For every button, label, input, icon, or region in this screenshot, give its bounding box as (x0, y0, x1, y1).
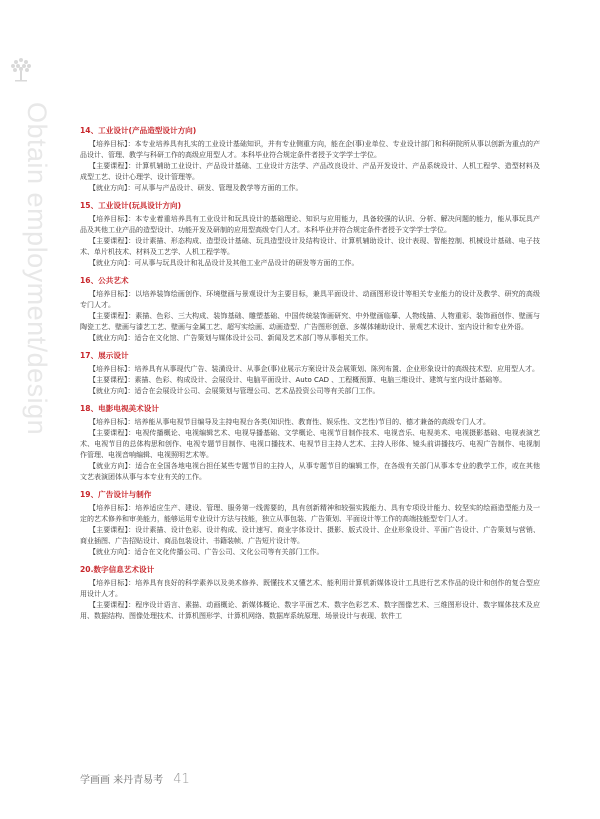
section-paragraph: 【就业方向】：适合在会展设计公司、会展策划与管理公司、艺术品投资公司等有关部门工作。 (89, 387, 380, 395)
tree-logo-icon (6, 54, 36, 84)
section-paragraph: 【主要课程】：计算机辅助工业设计、产品设计基础、工业设计方法学、产品改良设计、产品开发设计、产品系统设计、人机工程学、造型材料及成型工艺、设计心理学、设计管理等。 (80, 162, 540, 181)
footer-brand: 学画画 来丹青易考 (80, 775, 164, 786)
section-paragraph: 【就业方向】：适合在文化馆、广告策划与媒体设计公司、新闻及艺术部门等从事相关工作。 (89, 334, 373, 342)
major-section (80, 564, 540, 622)
section-paragraph: 【主要课程】：素描、色彩、三大构成、装饰基础、雕塑基础、中国传统装饰画研究、中外壁画临摹、人物线描、人物重彩、装饰画创作、壁画与陶瓷工艺、壁画与漆艺工艺、壁画与金属工艺、超写实绘画、动画造型、广告图形创意、多媒体辅助设计、景观艺术设计、室内设计和专业外语。 (80, 312, 540, 331)
watermark-text: Obtain employment/design (22, 102, 52, 436)
section-paragraph: 【主要课程】：设计素描、形态构成、造型设计基础、玩具造型设计及结构设计、计算机辅助设计、设计表现、智能控制、机械设计基础、电子技术、单片机技术、材料及工艺学、人机工程学等。 (80, 237, 540, 256)
major-section (80, 200, 540, 269)
section-paragraph: 【就业方向】：适合在全国各地电视台担任某些专题节目的主持人，从事专题节目的编辑工作，在各级有关部门从事本专业的教学工作，或在其他文艺表演团体从事与本专业有关的工作。 (80, 462, 540, 481)
major-section (80, 403, 540, 483)
section-paragraph: 【培养目标】：培养具有从事现代广告、装潢设计、从事企(事)业展示方案设计及会展策划、陈列布置、企业形象设计的高级技术型、应用型人才。 (89, 365, 539, 373)
document-body (80, 125, 540, 628)
vertical-watermark (0, 102, 52, 622)
major-section (80, 489, 540, 558)
section-paragraph: 【主要课程】：程序设计语言、素描、动画概论、新媒体概论、数字平面艺术、数字色彩艺术、数字图像艺术、三维图形设计、数字媒体技术及应用、数据结构、图像处理技术、计算机图形学、计算机网络、数据库系统原理、场景设计与表现、软件工 (80, 601, 540, 620)
page-number: 41 (173, 772, 190, 787)
section-title: 17、展示设计 (80, 351, 129, 360)
major-section (80, 275, 540, 344)
section-paragraph: 【培养目标】：培养具有良好的科学素养以及美术修养、既懂技术又懂艺术、能利用计算机新媒体设计工具进行艺术作品的设计和创作的复合型应用设计人才。 (80, 579, 540, 598)
section-paragraph: 【主要课程】：设计素描、设计色彩、设计构成、设计速写、商业字体设计、摄影、版式设计、企业形象设计、平面广告设计、广告策划与营销、商业插图、广告招贴设计、商品包装设计、书籍装帧、广告短片设计等。 (80, 526, 540, 545)
section-paragraph: 【就业方向】：可从事与玩具设计和礼品设计及其他工业产品设计的研发等方面的工作。 (89, 259, 359, 267)
section-title: 18、电影电视美术设计 (80, 404, 159, 413)
section-paragraph: 【培养目标】：本专业着重培养具有工业设计和玩具设计的基础理论、知识与应用能力，具备较强的认识、分析、解决问题的能力，能从事玩具产品及其他工业产品的造型设计、功能开发及研制的应用型高级专门人才。本科毕业并符合规定条件者授予文学学士学位。 (80, 215, 540, 234)
section-paragraph: 【培养目标】：培养能从事电视节目编导及主持电视台各类(知识性、教育性、娱乐性、文艺性)节目的、德才兼备的高级专门人才。 (89, 418, 490, 426)
section-title: 16、公共艺术 (80, 276, 129, 285)
section-paragraph: 【培养目标】：培养适应生产、建设、管理、服务第一线需要的，具有创新精神和较强实践能力、具有专项设计能力、较坚实的绘画造型能力及一定的艺术修养和审美能力，能够运用专业设计方法与技能，独立从事包装、广告策划、平面设计等工作的高端技能型专门人才。 (80, 504, 540, 523)
page-footer (80, 771, 190, 787)
section-title: 19、广告设计与制作 (80, 490, 152, 499)
section-paragraph: 【培养目标】：本专业培养具有扎实的工业设计基础知识，并有专业侧重方向，能在企(事)业单位、专业设计部门和科研院所从事以创新为重点的产品设计、管理、教学与科研工作的高级应用型人才。本科毕业符合规定条件者授予文学学士学位。 (80, 140, 540, 159)
section-title: 15、工业设计(玩具设计方向) (80, 201, 182, 210)
major-section (80, 350, 540, 397)
section-paragraph: 【就业方向】：适合在文化传播公司、广告公司、文化公司等有关部门工作。 (89, 548, 324, 556)
section-title: 14、工业设计(产品造型设计方向) (80, 126, 197, 135)
section-paragraph: 【就业方向】：可从事与产品设计、研发、管理及教学等方面的工作。 (89, 184, 303, 192)
section-paragraph: 【主要课程】：素描、色彩、构成设计、会展设计、电脑平面设计、Auto CAD 、工程概预算、电脑三维设计、建筑与室内设计基础等。 (89, 376, 507, 384)
major-section (80, 125, 540, 194)
section-title: 20.数字信息艺术设计 (80, 565, 155, 574)
section-paragraph: 【培养目标】：以培养装饰绘画创作、环境壁画与景观设计为主要目标，兼具平面设计、动画图形设计等相关专业能力的设计及教学、研究的高级专门人才。 (80, 290, 540, 309)
section-paragraph: 【主要课程】：电视传播概论、电视编辑艺术、电视导播基础、文学概论、电视节目制作技术、电视音乐、电视美术、电视摄影基础、电视表演艺术、电视节目的总体构思和创作、电视专题节目制作、电视口播技术、电视节目主持人艺术、主持人形体、镜头前讲播技巧、电视广告制作、电视制作管理、电视音响编辑、电视照明艺术等。 (80, 429, 540, 459)
